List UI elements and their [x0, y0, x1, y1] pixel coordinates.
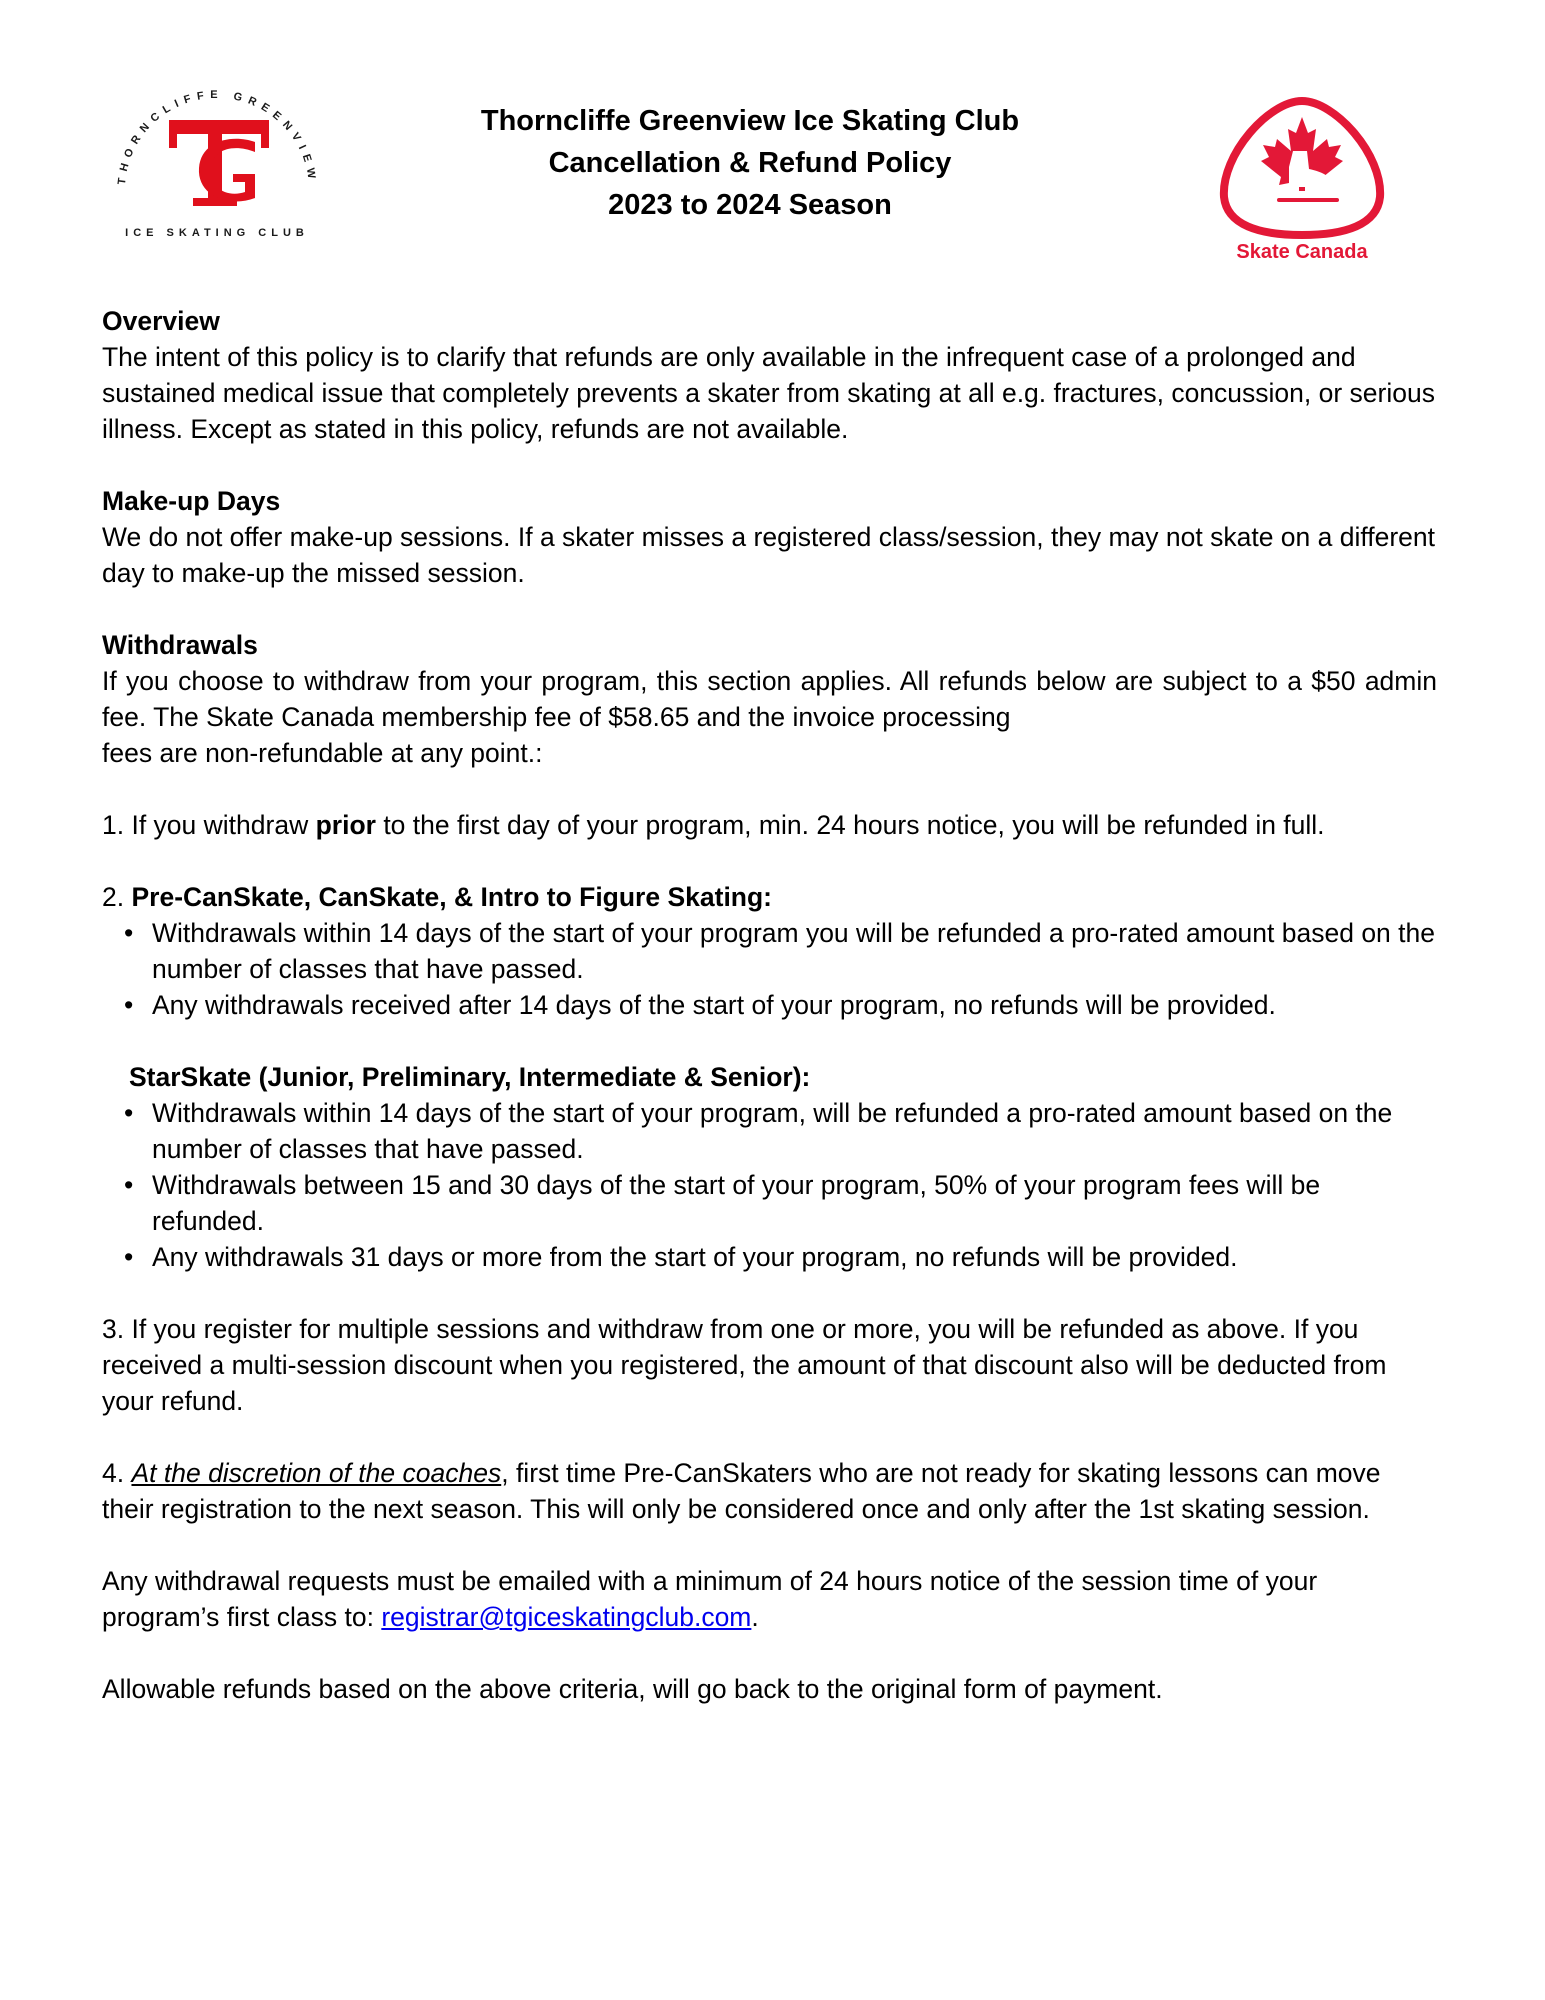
requests-suffix: . — [751, 1602, 759, 1632]
makeup-text: We do not offer make-up sessions. If a skater misses a registered class/session, they may not skate on a different day to make-up the missed session. — [102, 522, 1436, 588]
page-header — [0, 0, 1545, 263]
registrar-email-link[interactable]: registrar@tgiceskatingclub.com — [381, 1602, 752, 1632]
withdrawals-intro-line-2: fees are non-refundable at any point.: — [102, 738, 543, 768]
list-item: • Withdrawals within 14 days of the start of your program you will be refunded a pro-rated amount based on the number of classes that have passed. — [152, 915, 1437, 987]
withdrawal-item-2 — [102, 879, 1437, 915]
withdrawal-item-3: 3. If you register for multiple sessions and withdraw from one or more, you will be refunded as above. If you received a multi-session discount when you registered, the amount of that discount also will be deducted from your refund. — [102, 1314, 1387, 1416]
item4-suffix: , first time Pre-CanSkaters who are not ready for skating lessons can move their registration to the next season. This will only be considered once and only after the 1st skating session. — [102, 1458, 1381, 1524]
tg-monogram — [169, 120, 269, 206]
withdrawals-intro-line-1: If you choose to withdraw from your program, this section applies. All refunds below are subject to a $50 admin fee. The Skate Canada membership fee of $58.65 and the invoice processing — [102, 666, 1437, 732]
starskate-bullet-list — [102, 1095, 1437, 1275]
item2-number: 2. — [102, 882, 132, 912]
policy-body — [102, 303, 1437, 1707]
overview-text: The intent of this policy is to clarify that refunds are only available in the infrequent case of a prolonged and sustained medical issue that completely prevents a skater from skating at all e.g. fractures, concussion, or serious illness. Except as stated in this policy, refunds are not available. — [102, 342, 1435, 444]
tgisc-logo — [105, 70, 330, 245]
item2-bullet-list — [102, 915, 1437, 1023]
list-item: • Any withdrawals received after 14 days of the start of your program, no refunds will be provided. — [152, 987, 1437, 1023]
item1-suffix: to the first day of your program, min. 24 hours notice, you will be refunded in full. — [375, 810, 1325, 840]
title-line-1: Thorncliffe Greenview Ice Skating Club — [480, 105, 1020, 137]
skate-canada-wordmark: Skate Canada — [1236, 241, 1368, 263]
list-item: • Any withdrawals 31 days or more from the start of your program, no refunds will be provided. — [152, 1239, 1437, 1275]
withdrawal-requests — [102, 1563, 1437, 1635]
item1-prefix: 1. If you withdraw — [102, 810, 316, 840]
document-title — [440, 100, 1060, 226]
skate-canada-logo — [1215, 95, 1390, 265]
overview-heading: Overview — [102, 306, 220, 336]
starskate-heading: StarSkate (Junior, Preliminary, Intermediate & Senior): — [129, 1062, 811, 1092]
logo-bottom-text: ICE SKATING CLUB — [125, 227, 309, 239]
title-line-3: 2023 to 2024 Season — [608, 189, 892, 221]
item2-heading: Pre-CanSkate, CanSkate, & Intro to Figure Skating: — [131, 882, 773, 912]
list-item: • Withdrawals within 14 days of the start of your program, will be refunded a pro-rated amount based on the number of classes that have passed. — [152, 1095, 1437, 1167]
closing-statement: Allowable refunds based on the above criteria, will go back to the original form of payment. — [102, 1674, 1163, 1704]
withdrawals-heading: Withdrawals — [102, 630, 258, 660]
requests-prefix: Any withdrawal requests must be emailed with a minimum of 24 hours notice of the session time of your program’s first class to: — [102, 1566, 1318, 1632]
item4-emphasis: At the discretion of the coaches — [131, 1458, 502, 1488]
withdrawal-item-4 — [102, 1455, 1437, 1527]
title-line-2: Cancellation & Refund Policy — [548, 147, 952, 179]
logo-arc-text: THORNCLIFFE GREENVIEW — [115, 88, 319, 186]
list-item: • Withdrawals between 15 and 30 days of the start of your program, 50% of your program fees will be refunded. — [152, 1167, 1437, 1239]
item1-bold: prior — [315, 810, 376, 840]
makeup-heading: Make-up Days — [102, 486, 281, 516]
item4-prefix: 4. — [102, 1458, 132, 1488]
withdrawal-item-1 — [102, 807, 1437, 843]
